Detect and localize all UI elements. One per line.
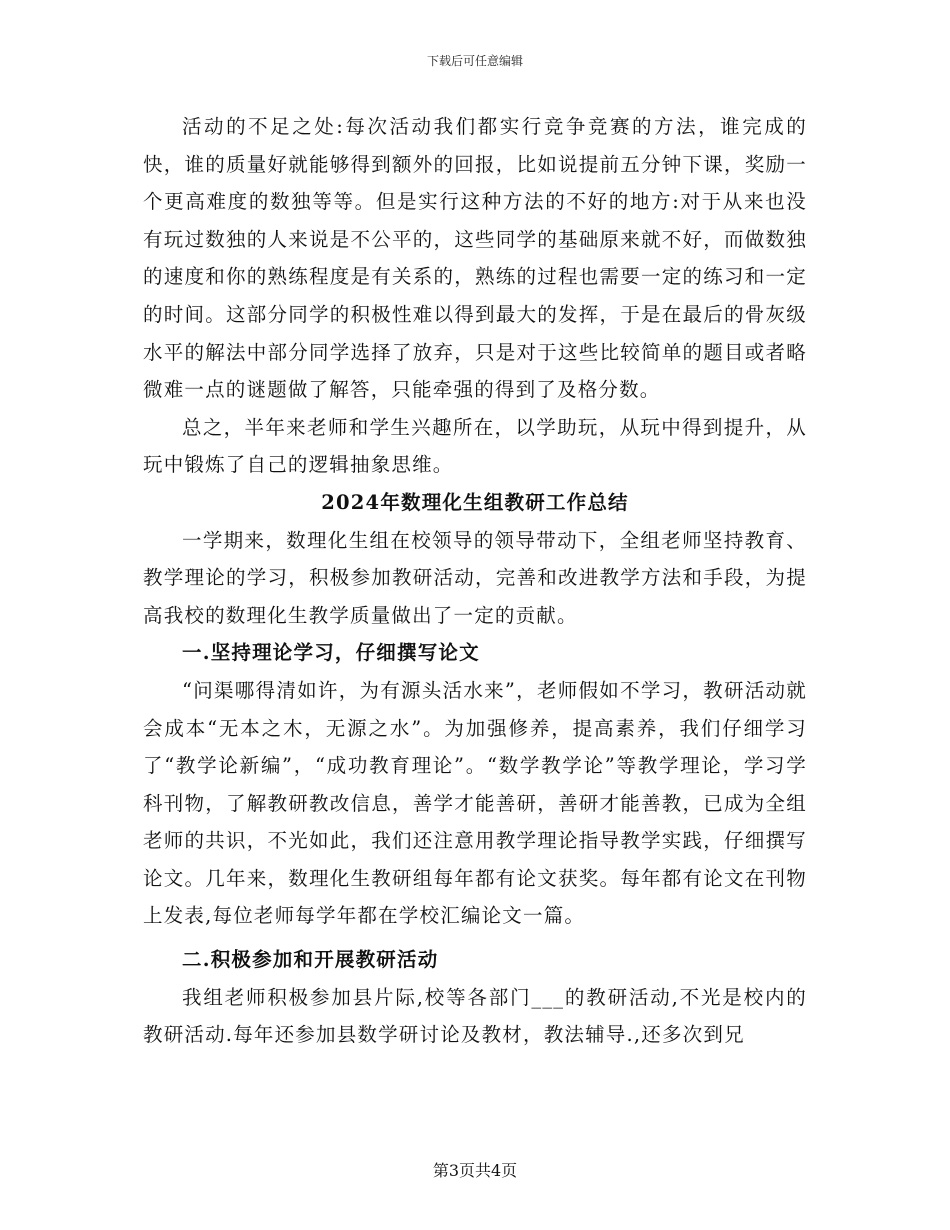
- document-title: 2024年数理化生组教研工作总结: [321, 490, 629, 514]
- section-heading: 二.积极参加和开展教研活动: [182, 948, 439, 972]
- section-heading: 一.坚持理论学习，仔细撰写论文: [182, 641, 480, 665]
- paragraph: 活动的不足之处:每次活动我们都实行竞争竞赛的方法，谁完成的快，谁的质量好就能够得到额外的回报，比如说提前五分钟下课，奖励一个更高难度的数独等等。但是实行这种方法的不好的地方:对于从来也没有玩过数独的人来说是不公平的，这些同学的基础原来就不好，而做数独的速度和你的熟练程度是有关系的，熟练的过程也需要一定的练习和一定的时间。这部分同学的积极性难以得到最大的发挥，于是在最后的骨灰级水平的解法中部分同学选择了放弃，只是对于这些比较简单的题目或者略微难一点的谜题做了解答，只能牵强的得到了及格分数。: [143, 115, 807, 402]
- document-body: [143, 108, 807, 1054]
- page-number: 第3页共4页: [432, 1161, 518, 1180]
- paragraph: 总之，半年来老师和学生兴趣所在，以学助玩，从玩中得到提升，从玩中锻炼了自己的逻辑抽象思维。: [143, 415, 807, 477]
- paragraph: 我组老师积极参加县片际,校等各部门___的教研活动,不光是校内的教研活动.每年还参加县数学研讨论及教材，教法辅导.,还多次到兄: [143, 985, 807, 1047]
- page-header: 下载后可任意编辑: [426, 54, 523, 68]
- paragraph: 一学期来，数理化生组在校领导的领导带动下，全组老师坚持教育、教学理论的学习，积极参加教研活动，完善和改进教学方法和手段，为提高我校的数理化生教学质量做出了一定的贡献。: [143, 528, 807, 627]
- paragraph: “问渠哪得清如许，为有源头活水来”，老师假如不学习，教研活动就会成本“无本之木，无源之水”。为加强修养，提高素养，我们仔细学习了“教学论新编”，“成功教育理论”。“数学教学论”等教学理论，学习学科刊物，了解教研教改信息，善学才能善研，善研才能善教，已成为全组老师的共识，不光如此，我们还注意用教学理论指导教学实践，仔细撰写论文。几年来，数理化生教研组每年都有论文获奖。每年都有论文在刊物上发表,每位老师每学年都在学校汇编论文一篇。: [143, 678, 807, 928]
